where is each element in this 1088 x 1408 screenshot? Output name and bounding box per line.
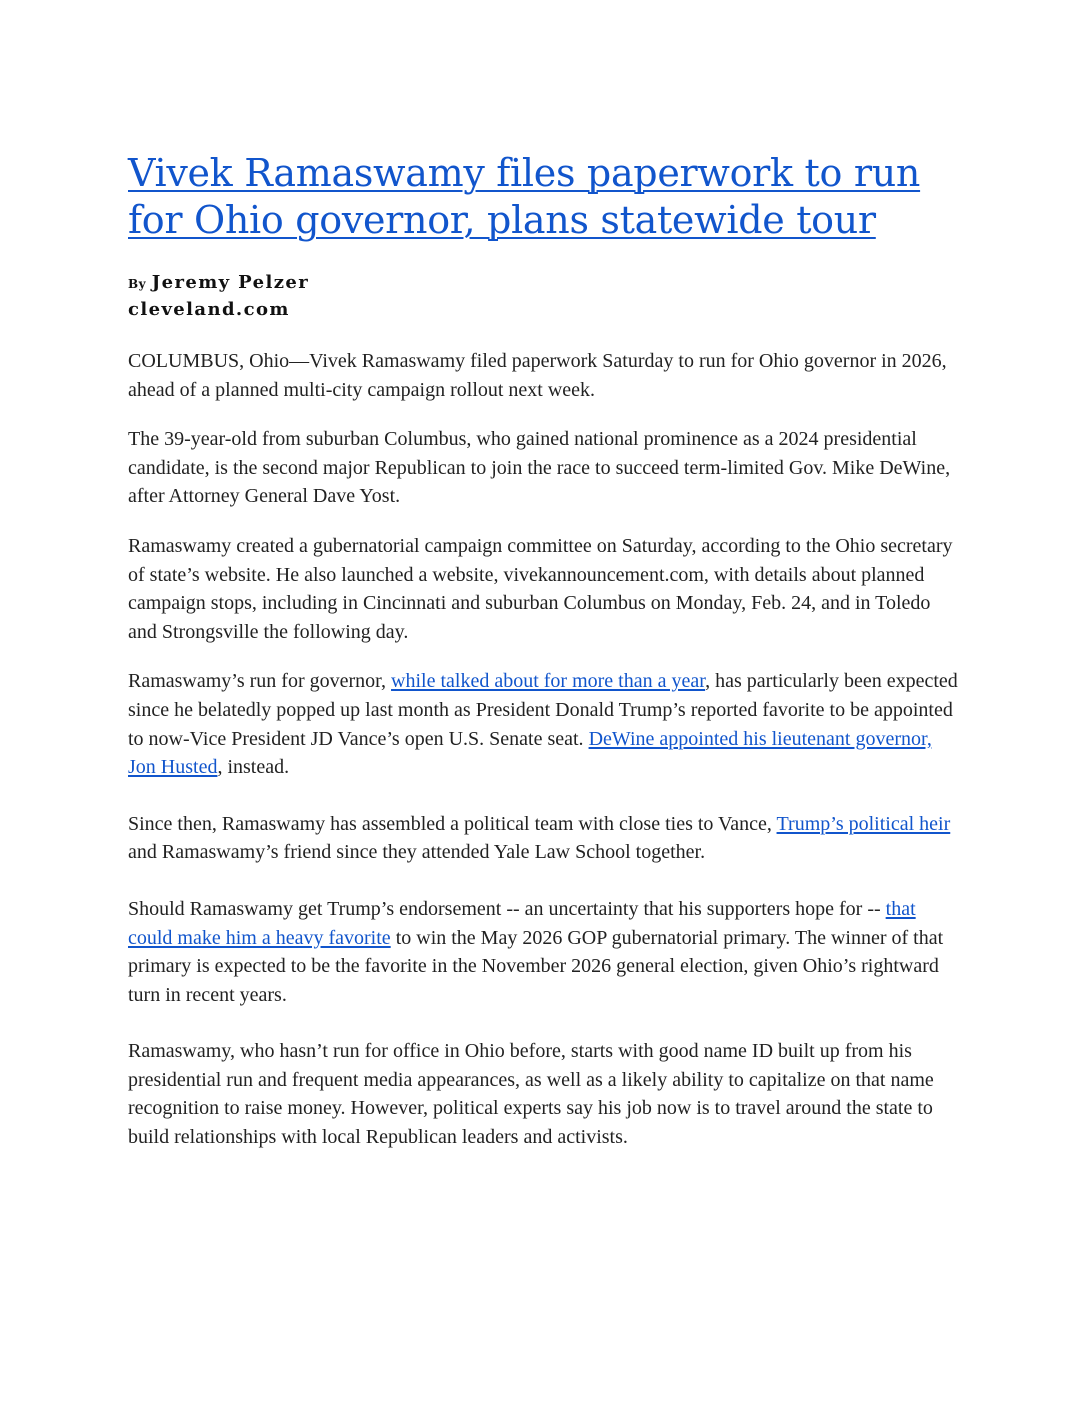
paragraph-6-text-b: to win the May 2026 GOP gubernatorial primary. The winner of that primary is expected to be the favorite in the November 2026 general election, given Ohio’s rightward turn in recent years. xyxy=(128,926,944,1006)
link-political-heir[interactable]: Trump’s political heir xyxy=(776,812,951,835)
paragraph-6-text-a: Should Ramaswamy get Trump’s endorsement -- an uncertainty that his supporters hope for -- xyxy=(128,897,886,920)
paragraph-5 xyxy=(128,810,958,867)
paragraph-3: Ramaswamy created a gubernatorial campaign committee on Saturday, according to the Ohio secretary of state’s website. He also launched a website, vivekannouncement.com, with details about planned campaign stops, including in Cincinnati and suburban Columbus on Monday, Feb. 24, and in Toledo and Strongsville the following day. xyxy=(128,534,953,643)
link-talked-about[interactable]: while talked about for more than a year xyxy=(391,670,706,693)
byline-author: Jeremy Pelzer xyxy=(151,272,310,293)
paragraph-4-text-c: , instead. xyxy=(217,756,290,779)
paragraph-4 xyxy=(128,667,958,781)
link-dewine-appointed[interactable]: DeWine appointed his lieutenant governor, Jon Husted xyxy=(128,727,932,779)
paragraph-4-text-b: , has particularly been expected since he belatedly popped up last month as President Donald Trump’s reported favorite to be appointed to now-Vice President JD Vance’s open U.S. Senate seat. xyxy=(128,670,958,750)
paragraph-5-text-b: and Ramaswamy’s friend since they attended Yale Law School together. xyxy=(128,841,706,864)
headline-link[interactable]: Vivek Ramaswamy files paperwork to run for Ohio governor, plans statewide tour xyxy=(128,151,921,242)
paragraph-7: Ramaswamy, who hasn’t run for office in Ohio before, starts with good name ID built up from his presidential run and frequent media appearances, as well as a likely ability to capitalize on that name recognition to raise money. However, political experts say his job now is to travel around the state to build relationships with local Republican leaders and activists. xyxy=(128,1040,934,1149)
link-heavy-favorite[interactable]: that could make him a heavy favorite xyxy=(128,897,916,949)
byline-outlet: cleveland.com xyxy=(128,299,290,320)
paragraph-4-text-a: Ramaswamy’s run for governor, xyxy=(128,670,392,693)
article-body xyxy=(128,347,958,1152)
article-headline xyxy=(128,150,958,244)
paragraph-1: COLUMBUS, Ohio—Vivek Ramaswamy filed paperwork Saturday to run for Ohio governor in 2026, ahead of a planned multi-city campaign rollout next week. xyxy=(128,350,947,401)
paragraph-5-text-a: Since then, Ramaswamy has assembled a political team with close ties to Vance, xyxy=(128,812,777,835)
byline xyxy=(128,270,958,323)
paragraph-6 xyxy=(128,895,958,1009)
article xyxy=(128,150,958,1152)
paragraph-2: The 39-year-old from suburban Columbus, who gained national prominence as a 2024 presidential candidate, is the second major Republican to join the race to succeed term-limited Gov. Mike DeWine, after Attorney General Dave Yost. xyxy=(128,428,951,508)
byline-by-label: By xyxy=(128,277,147,291)
